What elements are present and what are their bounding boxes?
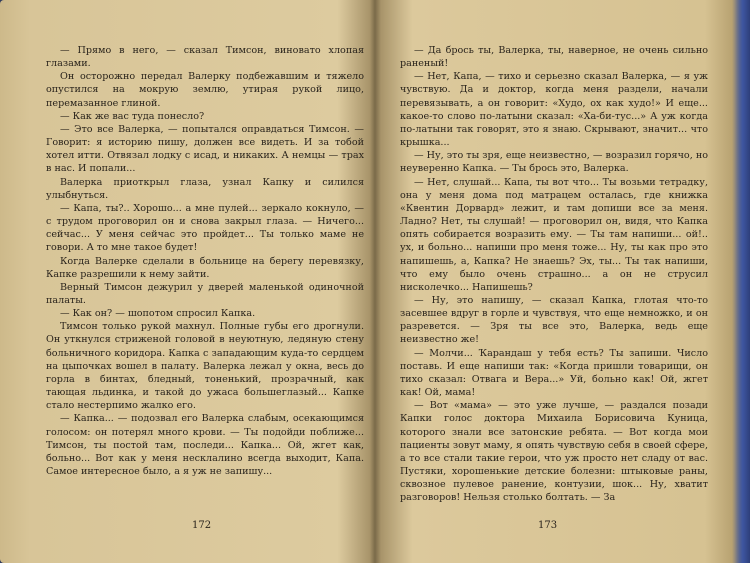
right-page — [400, 44, 708, 504]
paragraph: — Нет, слушай... Капа, ты вот что... Ты возьми тетрадку, она у меня дома под матрацем осталась, где книжка «Квентин Дорвард» лежит, и там допиши все за меня. Ладно? Нет, ты слушай! — проговорил он, видя, что Капка опять собирается возразить ему. — Ты там напиши... ой!.. ух, и больно... напиши про меня тоже... Ну, ты как про это напишешь, а, Капка? Не знаешь? Эх, ты... Ты так напиши, что ему было очень страшно... а он не струсил нисколечко... Напишешь? — [400, 176, 708, 293]
paragraph: — Как он? — шопотом спросил Капка. — [60, 308, 256, 320]
paragraph: — Вот «мама» — это уже лучше, — раздался позади Капки голос доктора Михаила Борисовича Куница, которого знали все затонские ребята. — Вот когда мои пациенты зовут маму, я опять чувствую себя в своей сфере, а то все стали такие герои, что уж просто нет сладу от вас. Пустяки, хорошенькие детские болезни: штыковые раны, сквозное пулевое ранение, контузии, шок... Ну, хватит разговоров! Нельзя столько болтать. — За — [400, 400, 708, 504]
left-page — [46, 44, 364, 478]
paragraph: — Ну, это ты зря, еще неизвестно, — возразил горячо, но неуверенно Капка. — Ты брось это, Валерка. — [400, 150, 708, 175]
paragraph: Валерка приоткрыл глаза, узнал Капку и силился улыбнуться. — [46, 176, 364, 201]
paragraph: — Нет, Капа, — тихо и серьезно сказал Валерка, — я уж чувствую. Да и доктор, когда меня раздели, начали перевязывать, а он говорит: «Худо, ох как худо!» И еще... какое-то слово по-латыни сказал: «Ха-би-тус...» А уж когда по-латыни так говорят, это я знаю. Скрывают, значит... что крышка... — [400, 71, 708, 149]
paragraph: Тимсон только рукой махнул. Полные губы его дрогнули. Он уткнулся стриженой головой в неуютную, ледяную стену больничного коридора. Капка с западающим куда-то сердцем на цыпочках вошел в палату. Валерка лежал у окна, весь до горла в бинтах, бледный, тоненький, прозрачный, как тающая льдинка, и такой до ужаса большеглазый... Капке стало нестерпимо жалко его. — [46, 321, 364, 412]
right-page-number: 173 — [538, 520, 558, 531]
paragraph: — Да брось ты, Валерка, ты, наверное, не очень сильно раненый! — [400, 45, 708, 70]
paragraph: — Ну, это напишу, — сказал Капка, глотая что-то засевшее вдруг в горле и чувствуя, что еще немножко, и он разревется. — Зря ты все это, Валерка, ведь еще неизвестно же! — [400, 294, 708, 346]
paragraph: — Капа, ты?.. Хорошо... а мне пулей... зеркало кокнуло, — с трудом проговорил он и снова закрыл глаза. — Ничего... сейчас... У меня сейчас это пройдет... Ты только маме не говори. А то мне такое будет! — [46, 202, 364, 254]
paragraph: — Как же вас туда понесло? — [60, 110, 205, 122]
paragraph: — Молчи... Ҡарандаш у тебя есть? Ты запиши. Число поставь. И еще напиши так: «Когда пришли товарищи, он тихо сказал: Отвага и Вера...» Уй, больно как! Ой, жгет как! Ой, мама! — [400, 347, 708, 399]
paragraph: Он осторожно передал Валерку подбежавшим и тяжело опустился на мокрую землю, утирая рукой лицо, перемазанное глиной. — [46, 71, 364, 109]
left-page-number: 172 — [192, 520, 212, 531]
paragraph: Верный Тимсон дежурил у дверей маленькой одиночной палаты. — [46, 281, 364, 306]
paragraph: Когда Валерке сделали в больнице на берегу перевязку, Капке разрешили к нему зайти. — [46, 255, 364, 280]
paragraph: — Капка... — подозвал его Валерка слабым, осекающимся голосом: он потерял много крови. — Ты подойди поближе... Тимсон, ты постой там, последи... Капка... Ой, жгет как, больно... Вот как у меня несклалино всегда выходит, Капа. Самое интересное было, а я уж не запишу... — [46, 413, 364, 477]
paragraph: — Прямо в него, — сказал Тимсон, виновато хлопая глазами. — [46, 45, 364, 70]
paragraph: — Это все Валерка, — попытался оправдаться Тимсон. — Говорит: я историю пишу, должен все видеть. И за тобой хотел итти. Отвязал лодку с исад, и никаких. А немцы — трах в нас. И попали... — [46, 123, 364, 175]
